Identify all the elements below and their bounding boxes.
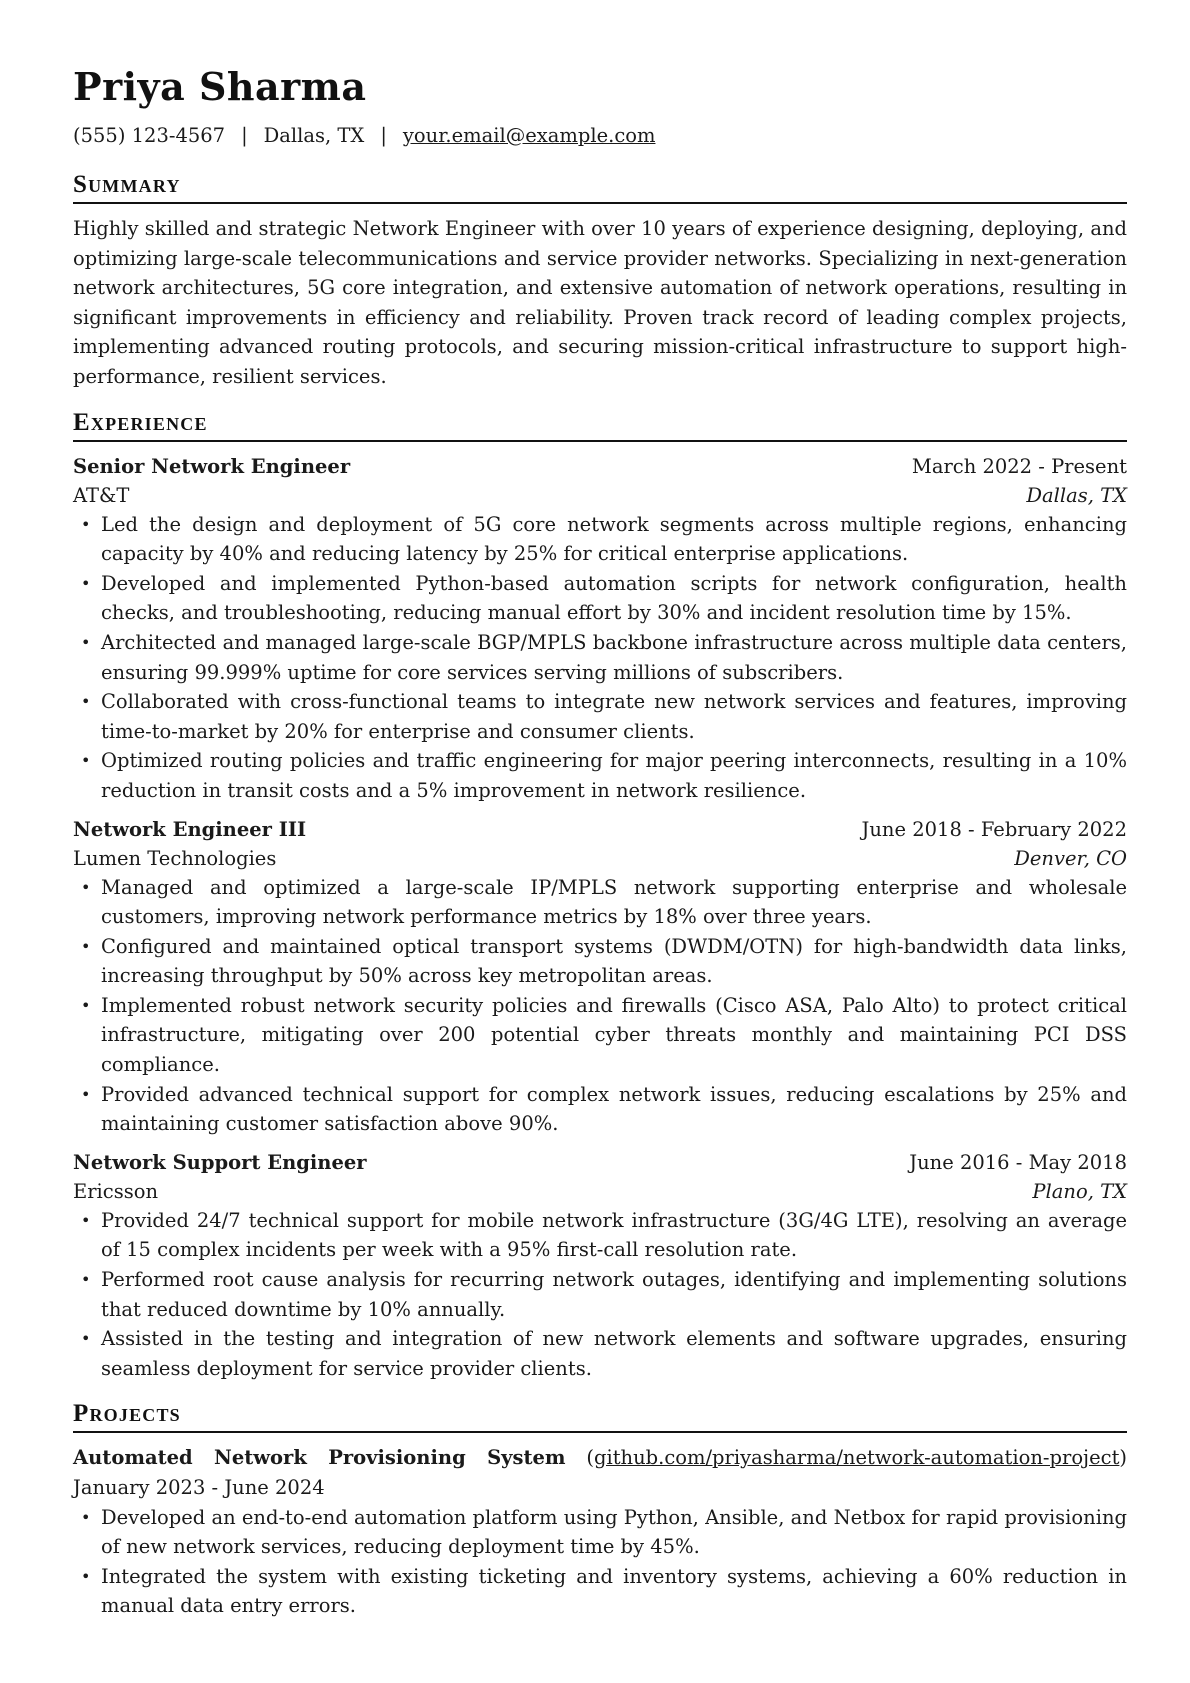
bullet-item — [73, 873, 1127, 932]
bullet-dot-icon: • — [81, 573, 91, 593]
bullet-item — [73, 1206, 1127, 1265]
email-link[interactable]: your.email@example.com — [402, 124, 656, 147]
contact-line — [73, 122, 1127, 150]
job-location: Denver, CO — [1014, 846, 1127, 870]
bullet-dot-icon: • — [81, 632, 91, 652]
bullet-dot-icon: • — [81, 936, 91, 956]
bullet-item — [73, 628, 1127, 687]
job-list — [73, 452, 1127, 1384]
job-entry — [73, 452, 1127, 806]
bullet-text: Integrated the system with existing ticketing and inventory systems, achieving a 60% reduction in manual data entry errors. — [101, 1564, 1127, 1618]
bullet-item — [73, 1503, 1127, 1562]
job-bullets — [73, 510, 1127, 806]
bullet-text: Configured and maintained optical transport systems (DWDM/OTN) for high-bandwidth data links, increasing throughput by 50% across key metropolitan areas. — [101, 934, 1127, 988]
section-heading-summary: Summary — [73, 171, 181, 198]
bullet-item — [73, 991, 1127, 1080]
bullet-text: Collaborated with cross-functional teams to integrate new network services and features, improving time-to-market by 20% for enterprise and consumer clients. — [101, 690, 1127, 743]
bullet-dot-icon: • — [81, 514, 91, 534]
bullet-item — [73, 1265, 1127, 1324]
bullet-dot-icon: • — [81, 995, 91, 1015]
bullet-dot-icon: • — [81, 1507, 91, 1527]
bullet-item — [73, 746, 1127, 805]
section-heading-experience: Experience — [73, 408, 208, 436]
bullet-text: Architected and managed large-scale BGP/MPLS backbone infrastructure across multiple data centers, ensuring 99.999% uptime for core services serving millions of subscribers. — [101, 630, 1127, 684]
bullet-text: Optimized routing policies and traffic engineering for major peering interconnects, resulting in a 10% reduction in transit costs and a 5% improvement in network resilience. — [101, 749, 1127, 802]
bullet-dot-icon: • — [81, 751, 91, 771]
bullet-item — [73, 1324, 1127, 1383]
bullet-text: Performed root cause analysis for recurring network outages, identifying and implementing solutions that reduced downtime by 10% annually. — [101, 1268, 1127, 1321]
summary-text: Highly skilled and strategic Network Engineer with over 10 years of experience designing, deploying, and optimizing large-scale telecommunications and service provider networks. Specializing in next-generation network architectures, 5G core integration, and extensive automation of network operations, resulting in significant improvements in efficiency and reliability. Proven track record of leading complex projects, implementing advanced routing protocols, and securing mission-critical infrastructure to support high-performance, resilient services. — [73, 217, 1127, 388]
job-location: Dallas, TX — [1026, 483, 1127, 507]
company-name: Lumen Technologies — [73, 846, 277, 870]
job-company-row — [73, 1177, 1127, 1206]
job-title: Network Engineer III — [73, 817, 307, 841]
project-entry — [73, 1443, 1127, 1621]
project-bullets — [73, 1503, 1127, 1621]
bullet-dot-icon: • — [81, 1329, 91, 1349]
bullet-item — [73, 687, 1127, 746]
job-title: Network Support Engineer — [73, 1150, 367, 1174]
phone-number: (555) 123-4567 — [73, 124, 226, 147]
bullet-text: Developed an end-to-end automation platform using Python, Ansible, and Netbox for rapid provisioning of new network services, reducing deployment time by 45%. — [101, 1505, 1127, 1559]
job-entry — [73, 815, 1127, 1139]
job-dates: March 2022 - Present — [911, 454, 1127, 478]
job-title-row — [73, 815, 1127, 844]
job-title-row — [73, 1148, 1127, 1177]
bullet-dot-icon: • — [81, 1566, 91, 1586]
resume-content — [73, 62, 1127, 1621]
job-bullets — [73, 1206, 1127, 1384]
section-divider — [73, 1431, 1127, 1433]
company-name: Ericsson — [73, 1179, 159, 1203]
bullet-dot-icon: • — [81, 1084, 91, 1104]
contact-separator: | — [380, 124, 387, 147]
bullet-item — [73, 1562, 1127, 1621]
project-link[interactable]: github.com/priyasharma/network-automation-project — [593, 1446, 1120, 1470]
bullet-text: Developed and implemented Python-based automation scripts for network configuration, health checks, and troubleshooting, reducing manual effort by 30% and incident resolution time by 15%. — [101, 571, 1127, 625]
bullet-text: Led the design and deployment of 5G core network segments across multiple regions, enhancing capacity by 40% and reducing latency by 25% for critical enterprise applications. — [101, 512, 1127, 566]
bullet-text: Managed and optimized a large-scale IP/MPLS network supporting enterprise and wholesale customers, improving network performance metrics by 18% over three years. — [101, 875, 1127, 929]
section-heading-projects: Projects — [73, 1400, 181, 1428]
bullet-dot-icon: • — [81, 1210, 91, 1230]
job-company-row — [73, 481, 1127, 510]
bullet-item — [73, 569, 1127, 628]
job-bullets — [73, 873, 1127, 1139]
job-title: Senior Network Engineer — [73, 454, 351, 478]
job-dates: June 2016 - May 2018 — [909, 1150, 1127, 1174]
bullet-dot-icon: • — [81, 692, 91, 712]
bullet-item — [73, 932, 1127, 991]
bullet-dot-icon: • — [81, 1270, 91, 1290]
bullet-text: Implemented robust network security policies and firewalls (Cisco ASA, Palo Alto) to protect critical infrastructure, mitigating over 200 potential cyber threats monthly and maintaining PCI DSS compliance. — [101, 993, 1127, 1077]
job-entry — [73, 1148, 1127, 1384]
project-list — [73, 1443, 1127, 1621]
job-location: Plano, TX — [1032, 1179, 1127, 1203]
candidate-name: Priya Sharma — [73, 64, 367, 109]
bullet-text: Provided 24/7 technical support for mobile network infrastructure (3G/4G LTE), resolving an average of 15 complex incidents per week with a 95% first-call resolution rate. — [101, 1208, 1127, 1262]
section-divider — [73, 440, 1127, 442]
job-title-row — [73, 452, 1127, 481]
project-header — [73, 1443, 1127, 1502]
bullet-dot-icon: • — [81, 877, 91, 897]
job-company-row — [73, 844, 1127, 873]
project-link-wrapper: (github.com/priyasharma/network-automation-project) — [586, 1446, 1128, 1470]
bullet-text: Provided advanced technical support for complex network issues, reducing escalations by 25% and maintaining customer satisfaction above 90%. — [101, 1082, 1127, 1136]
projects-section — [73, 1399, 1127, 1621]
contact-separator: | — [241, 124, 248, 147]
bullet-text: Assisted in the testing and integration of new network elements and software upgrades, ensuring seamless deployment for service provider clients. — [101, 1327, 1127, 1380]
bullet-item — [73, 510, 1127, 569]
project-dates: January 2023 - June 2024 — [73, 1476, 325, 1499]
experience-section — [73, 408, 1127, 1384]
job-dates: June 2018 - February 2022 — [861, 817, 1127, 841]
summary-section — [73, 170, 1127, 392]
bullet-item — [73, 1080, 1127, 1139]
project-title: Automated Network Provisioning System — [73, 1446, 566, 1470]
location-text: Dallas, TX — [263, 124, 365, 147]
section-divider — [73, 202, 1127, 204]
company-name: AT&T — [73, 483, 130, 507]
